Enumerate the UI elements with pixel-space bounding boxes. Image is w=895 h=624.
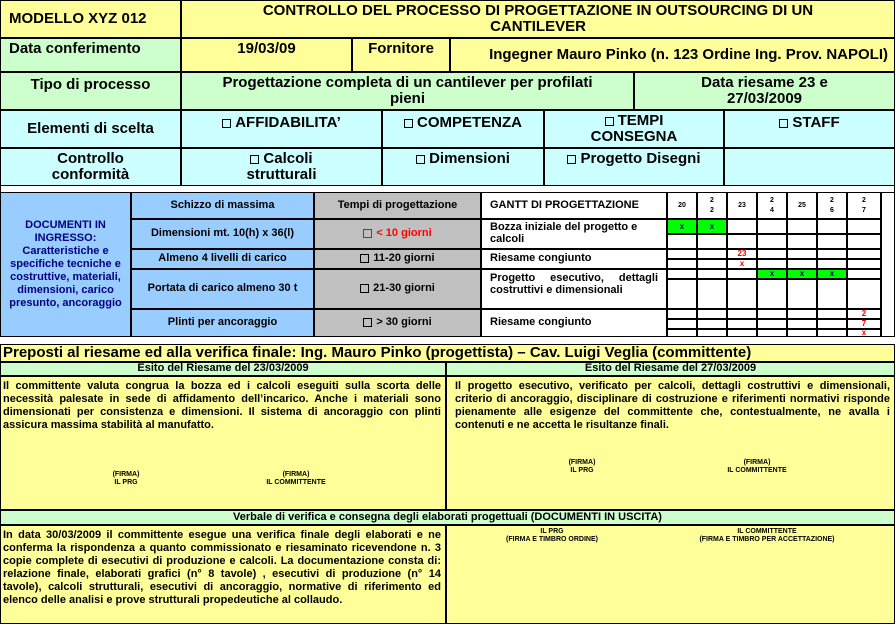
gantt-cell	[817, 219, 847, 234]
gantt-day	[847, 192, 881, 219]
gantt-cell	[757, 249, 787, 259]
esito1-text: Il committente valuta congrua la bozza ed i calcoli eseguiti sulla scorta delle necessità palesate in sede di affidamento dell’incarico. Anche i materiali sono dimensionati per consistenza e dimensioni. Il sistema di ancoraggio con plinti assicura massima stabilità al manufatto.	[3, 380, 441, 431]
gantt-day	[667, 192, 697, 219]
gantt-mark-day: 7	[861, 319, 867, 328]
gantt-mark: x	[679, 221, 685, 231]
schizzo-row-4: Plinti per ancoraggio	[131, 309, 314, 337]
esito1-sig-prg: (FIRMA) IL PRG	[112, 471, 140, 486]
gantt-day-label: 23	[738, 201, 746, 209]
gantt-cell	[847, 219, 881, 234]
gantt-cell	[667, 249, 697, 259]
gantt-cell	[757, 219, 787, 234]
page-title: CONTROLLO DEL PROCESSO DI PROGETTAZIONE IN OUTSOURCING DI UN CANTILEVER	[181, 0, 895, 38]
gantt-task-3: Progetto esecutivo, dettagli costruttivi e dimensionali	[481, 269, 667, 309]
verbale-sig-prg: IL PRG (FIRMA E TIMBRO ORDINE)	[506, 528, 598, 543]
gantt-task-2: Riesame congiunto	[481, 249, 667, 269]
gantt-day	[727, 192, 757, 219]
gantt-cell	[667, 234, 697, 249]
conformita-progetto-disegni[interactable]: Progetto Disegni	[544, 148, 724, 186]
gantt-cell	[787, 219, 817, 234]
esito1-box	[0, 376, 446, 510]
gantt-mark: x	[799, 269, 805, 278]
gantt-task-1: Bozza iniziale del progetto e calcoli	[481, 219, 667, 249]
esito2-title: Esito del Riesame del 27/03/2009	[446, 362, 895, 376]
gantt-cell	[667, 259, 697, 269]
checkbox[interactable]	[363, 318, 372, 327]
esito2-sig-committente: (FIRMA) IL COMMITTENTE	[727, 459, 787, 474]
gantt-cell	[787, 319, 817, 329]
scelta-tempi-consegna[interactable]: TEMPI CONSEGNA	[544, 110, 724, 148]
gantt-day	[787, 192, 817, 219]
esito2-sig-prg: (FIRMA) IL PRG	[568, 459, 596, 474]
gantt-day-label: 6	[830, 206, 834, 214]
gantt-cell	[727, 219, 757, 234]
tempi-header: Tempi di progettazione	[314, 192, 481, 219]
verbale-signatures	[446, 525, 895, 624]
controllo-conformita-label: Controllo conformità	[0, 148, 181, 186]
gantt-cell	[817, 329, 847, 337]
gantt-cell	[697, 234, 727, 249]
gantt-day-label: 25	[798, 201, 806, 209]
tempi-row-4[interactable]: > 30 giorni	[314, 309, 481, 337]
documenti-ingresso	[0, 192, 131, 337]
gantt-cell	[727, 269, 757, 279]
scelta-competenza[interactable]: COMPETENZA	[382, 110, 544, 148]
checkbox[interactable]	[250, 155, 259, 164]
gantt-cell	[667, 329, 697, 337]
gantt-cell	[727, 234, 757, 249]
gantt-cell	[727, 279, 757, 309]
gantt-cell	[757, 309, 787, 319]
esito1-sig-committente: (FIRMA) IL COMMITTENTE	[266, 471, 326, 486]
gantt-cell	[697, 269, 727, 279]
esito2-box	[446, 376, 895, 510]
gantt-cell	[847, 259, 881, 269]
data-conferimento-value: 19/03/09	[181, 38, 352, 72]
gantt-cell	[757, 234, 787, 249]
checkbox[interactable]	[360, 254, 369, 263]
gantt-cell	[697, 279, 727, 309]
gantt-cell	[817, 319, 847, 329]
gantt-cell	[697, 259, 727, 269]
gantt-mark: x	[861, 328, 867, 337]
schizzo-header: Schizzo di massima	[131, 192, 314, 219]
gantt-cell	[727, 319, 757, 329]
gantt-day-label: 2	[830, 196, 834, 204]
gantt-cell	[817, 249, 847, 259]
gantt-day-label: 2	[710, 196, 714, 204]
gantt-day-label: 2	[710, 206, 714, 214]
checkbox[interactable]	[567, 155, 576, 164]
gantt-header: GANTT DI PROGETTAZIONE	[481, 192, 667, 219]
gantt-mark-day: 2	[861, 309, 867, 318]
gantt-cell	[787, 279, 817, 309]
documenti-heading: DOCUMENTI IN INGRESSO:	[25, 219, 106, 244]
checkbox[interactable]	[779, 119, 788, 128]
gantt-cell	[667, 309, 697, 319]
gantt-cell	[697, 249, 727, 259]
conformita-dimensioni[interactable]: Dimensioni	[382, 148, 544, 186]
gantt-cell	[787, 249, 817, 259]
verbale-sig-committente: IL COMMITTENTE (FIRMA E TIMBRO PER ACCETTAZIONE)	[699, 528, 835, 543]
conformita-empty	[724, 148, 895, 186]
verbale-text: In data 30/03/2009 il committente esegue una verifica finale degli elaborati e ne conferma la rispondenza a quanto commissionato e riesaminato ricevendone n. 3 copie complete di esecutivi di produzione e calcoli. La documentazione consta di: relazione finale, elaborati grafici (n° 8 tavole) , esecutivi di produzione (n° 14 tavole), calcoli strutturali, esecutivi di ancoraggio, normative di riferimento ed elenco delle analisi e prove strutturali propedeutiche al collaudo.	[3, 529, 441, 606]
checkbox[interactable]	[363, 229, 372, 238]
esito1-title: Esito del Riesame del 23/03/2009	[0, 362, 446, 376]
schizzo-row-1: Dimensioni mt. 10(h) x 36(l)	[131, 219, 314, 249]
tempi-row-3[interactable]: 21-30 giorni	[314, 269, 481, 309]
data-conferimento-label: Data conferimento	[0, 38, 181, 72]
checkbox[interactable]	[416, 155, 425, 164]
gantt-cell	[667, 269, 697, 279]
gantt-cell	[817, 279, 847, 309]
gantt-mark: x	[769, 269, 775, 278]
conformita-calcoli[interactable]: Calcoli strutturali	[181, 148, 382, 186]
gantt-mark: x	[829, 269, 835, 278]
tipo-processo-label: Tipo di processo	[0, 72, 181, 110]
checkbox[interactable]	[360, 284, 369, 293]
gantt-edge	[881, 192, 895, 337]
gantt-cell	[757, 319, 787, 329]
gantt-day-label: 4	[770, 206, 774, 214]
tempi-row-1[interactable]: < 10 giorni	[314, 219, 481, 249]
gantt-cell	[787, 259, 817, 269]
fornitore-label: Fornitore	[352, 38, 450, 72]
gantt-cell	[787, 309, 817, 319]
gantt-cell	[697, 319, 727, 329]
gantt-cell	[727, 309, 757, 319]
gantt-cell	[757, 259, 787, 269]
gantt-cell	[817, 234, 847, 249]
gantt-cell	[847, 269, 881, 279]
checkbox[interactable]	[605, 117, 614, 126]
gantt-mark: x	[739, 259, 745, 268]
gantt-day-label: 7	[862, 206, 866, 214]
gantt-mark-day: 23	[737, 249, 747, 258]
model-code: MODELLO XYZ 012	[0, 0, 181, 38]
gantt-cell	[817, 309, 847, 319]
documenti-body: Caratteristiche e specifiche tecniche e costruttive, materiali, dimensioni, carico presunto, ancoraggio	[9, 245, 122, 309]
esito2-text: Il progetto esecutivo, verificato per calcoli, dettagli costruttivi e dimensionali, criterio di ancoraggio, disciplinare di costruzione e riferimenti normativi risponde pienamente alle esigenze del committente che, contestualmente, ne avalla i contenuti e ne accetta le risultanze finali.	[455, 380, 890, 431]
gantt-day	[817, 192, 847, 219]
tempi-row-2[interactable]: 11-20 giorni	[314, 249, 481, 269]
data-riesame: Data riesame 23 e 27/03/2009	[634, 72, 895, 110]
gantt-day-label: 2	[862, 196, 866, 204]
tipo-processo-value: Progettazione completa di un cantilever per profilati pieni	[181, 72, 634, 110]
gantt-cell	[847, 249, 881, 259]
gantt-cell	[757, 279, 787, 309]
gantt-cell	[787, 234, 817, 249]
checkbox[interactable]	[404, 119, 413, 128]
gantt-day-label: 20	[678, 201, 686, 209]
gantt-cell	[817, 259, 847, 269]
gantt-cell	[727, 329, 757, 337]
elementi-scelta-label: Elementi di scelta	[0, 110, 181, 148]
schizzo-row-3: Portata di carico almeno 30 t	[131, 269, 314, 309]
scelta-affidabilita[interactable]: AFFIDABILITA’	[181, 110, 382, 148]
verbale-title: Verbale di verifica e consegna degli elaborati progettuali (DOCUMENTI IN USCITA)	[0, 510, 895, 525]
checkbox[interactable]	[222, 119, 231, 128]
preposti-riesame: Preposti al riesame ed alla verifica finale: Ing. Mauro Pinko (progettista) – Cav. Luigi Veglia (committente)	[0, 344, 895, 362]
gantt-day-label: 2	[770, 196, 774, 204]
gantt-cell	[697, 329, 727, 337]
gantt-day	[757, 192, 787, 219]
gantt-cell	[847, 279, 881, 309]
gantt-cell	[697, 309, 727, 319]
gantt-cell	[667, 319, 697, 329]
verbale-box	[0, 525, 446, 624]
gantt-day	[697, 192, 727, 219]
gantt-mark: x	[709, 221, 715, 231]
gantt-cell	[667, 279, 697, 309]
gantt-task-4: Riesame congiunto	[481, 309, 667, 337]
gantt-cell	[757, 329, 787, 337]
fornitore-value: Ingegner Mauro Pinko (n. 123 Ordine Ing. Prov. NAPOLI)	[450, 38, 895, 72]
gantt-cell	[847, 234, 881, 249]
schizzo-row-2: Almeno 4 livelli di carico	[131, 249, 314, 269]
scelta-staff[interactable]: STAFF	[724, 110, 895, 148]
gantt-cell	[787, 329, 817, 337]
